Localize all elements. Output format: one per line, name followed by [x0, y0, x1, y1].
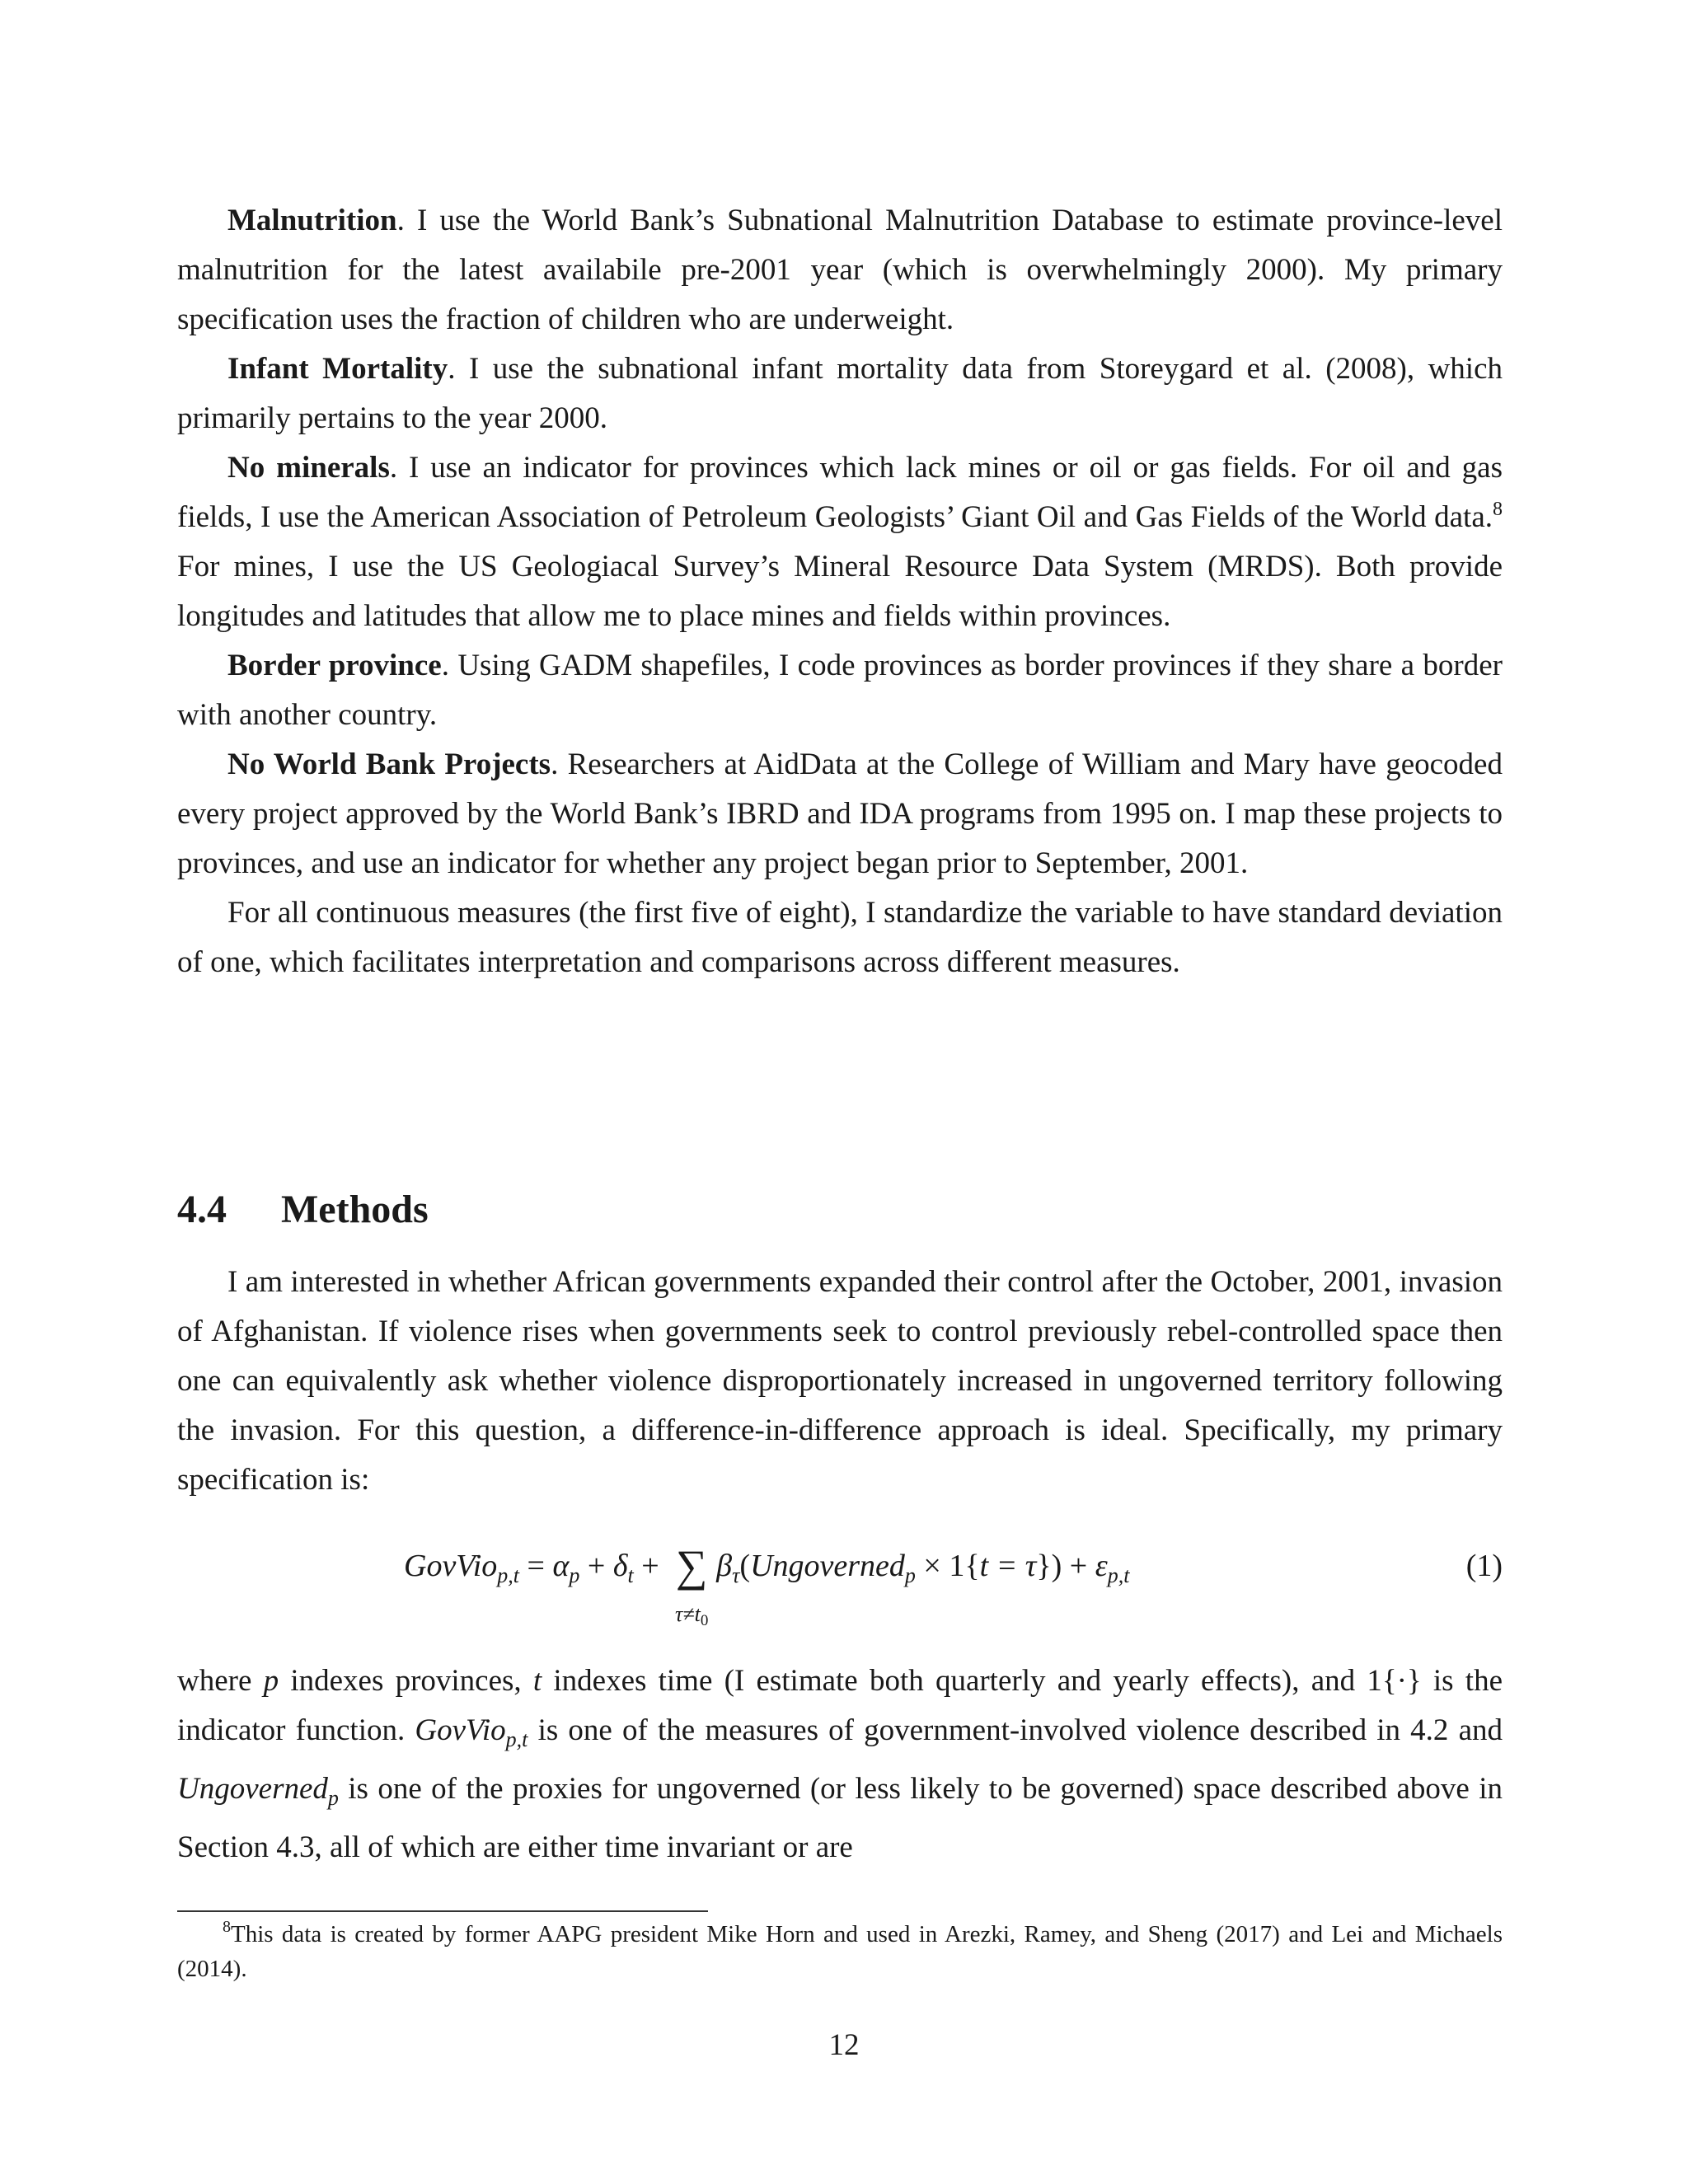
eq-t-eq-tau: t = τ	[979, 1549, 1037, 1583]
eq-close: }) +	[1036, 1549, 1095, 1583]
eq-sum-index: τ≠t0	[675, 1602, 709, 1629]
eq-summation	[667, 1541, 716, 1629]
paragraph-text: . I use an indicator for provinces which lack mines or oil or gas fields. For oil and gas fields, I use the American Association of Petroleum Geologists’ Giant Oil and Gas Fields of the World data.	[177, 451, 1503, 534]
paragraph-text: . Researchers at AidData at the College of William and Mary have geocoded every project approved by the World Bank’s IBRD and IDA programs from 1995 on. I map these projects to provinces, and use an indicator for whether any project began prior to September, 2001.	[177, 748, 1503, 880]
paragraph-malnutrition	[177, 196, 1503, 344]
paragraph-text: . Using GADM shapefiles, I code provinces as border provinces if they share a border with another country.	[177, 649, 1503, 732]
runin-heading: Infant Mortality	[227, 352, 448, 386]
eq-delta: δ	[612, 1549, 628, 1583]
footnote-number: 8	[223, 1918, 231, 1936]
paragraph-methods-intro: I am interested in whether African governments expanded their control after the October, 2001, invasion of Afghanistan. If violence rises when governments seek to control previously rebel-controlled space then one can equivalently ask whether violence disproportionately increased in ungoverned territory following the invasion. For this question, a difference-in-difference approach is ideal. Specifically, my primary specification is:	[177, 1265, 1503, 1497]
eq-equals: =	[519, 1549, 553, 1583]
methods-intro	[177, 1258, 1503, 1505]
eq-alpha: α	[552, 1549, 570, 1583]
paragraph-world-bank	[177, 740, 1503, 888]
footnote-text: This data is created by former AAPG president Mike Horn and used in Arezki, Ramey, and Sheng (2017) and Lei and Michaels (2014).	[177, 1921, 1503, 1982]
runin-heading: Malnutrition	[227, 204, 397, 237]
eq-lhs-sub: p,t	[497, 1563, 519, 1587]
paragraph-text: For all continuous measures (the first five of eight), I standardize the variable to have standard deviation of one, which facilitates interpretation and comparisons across different measures.	[177, 896, 1503, 979]
eq-beta: β	[716, 1549, 733, 1583]
runin-heading: No World Bank Projects	[227, 748, 551, 781]
eq-delta-sub: t	[627, 1563, 634, 1587]
eq-plus: +	[633, 1549, 668, 1583]
eq-ungoverned: Ungoverned	[750, 1549, 905, 1583]
body-text-top	[177, 196, 1503, 987]
eq-sigma: ∑	[675, 1541, 708, 1591]
paragraph-text: . I use the World Bank’s Subnational Malnutrition Database to estimate province-level malnutrition for the latest availabile pre-2001 year (which is overwhelmingly 2000). My primary specification uses the fraction of children who are underweight.	[177, 204, 1503, 336]
footnote-rule	[177, 1910, 708, 1912]
eq-epsilon: ε	[1095, 1549, 1108, 1583]
eq-open-paren: (	[739, 1549, 751, 1583]
equation-number: (1)	[1465, 1549, 1503, 1583]
runin-heading: No minerals	[227, 451, 390, 485]
eq-ungoverned-sub: p	[904, 1563, 916, 1587]
eq-beta-sub: τ	[732, 1563, 740, 1587]
paragraph-text: . I use the subnational infant mortality data from Storeygard et al. (2008), which primarily pertains to the year 2000.	[177, 352, 1503, 435]
section-heading	[177, 1187, 429, 1232]
eq-lhs: GovVio	[404, 1549, 498, 1583]
eq-epsilon-sub: p,t	[1107, 1563, 1130, 1587]
paragraph-infant-mortality	[177, 344, 1503, 443]
after-equation-text	[177, 1657, 1503, 1872]
footnote-marker[interactable]: 8	[1493, 499, 1503, 520]
eq-times-indicator: × 1{	[915, 1549, 980, 1583]
equation-1	[177, 1538, 1503, 1629]
paragraph-after-equation: where p indexes provinces, t indexes time (I estimate both quarterly and yearly effects), and 1{·} is the indicator function. GovVio$_{p,t}$ is one of the measures of government-involved violence described in 4.2 and Ungoverned$_p$ is one of the proxies for ungoverned (or less likely to be governed) space described above in Section 4.3, all of which are either time invariant or are	[177, 1664, 1503, 1864]
footnote-8	[177, 1917, 1503, 1986]
paragraph-continuous-measures	[177, 888, 1503, 987]
section-number: 4.4	[177, 1188, 227, 1231]
paragraph-no-minerals	[177, 443, 1503, 641]
page-number: 12	[828, 2028, 860, 2062]
eq-plus: +	[579, 1549, 613, 1583]
paragraph-text: For mines, I use the US Geologiacal Survey’s Mineral Resource Data System (MRDS). Both provide longitudes and latitudes that allow me to place mines and fields within provinces.	[177, 550, 1503, 633]
paragraph-border-province	[177, 641, 1503, 740]
runin-heading: Border province	[227, 649, 442, 682]
equation-body	[404, 1541, 1130, 1629]
eq-alpha-sub: p	[569, 1563, 580, 1587]
section-title: Methods	[281, 1188, 429, 1231]
